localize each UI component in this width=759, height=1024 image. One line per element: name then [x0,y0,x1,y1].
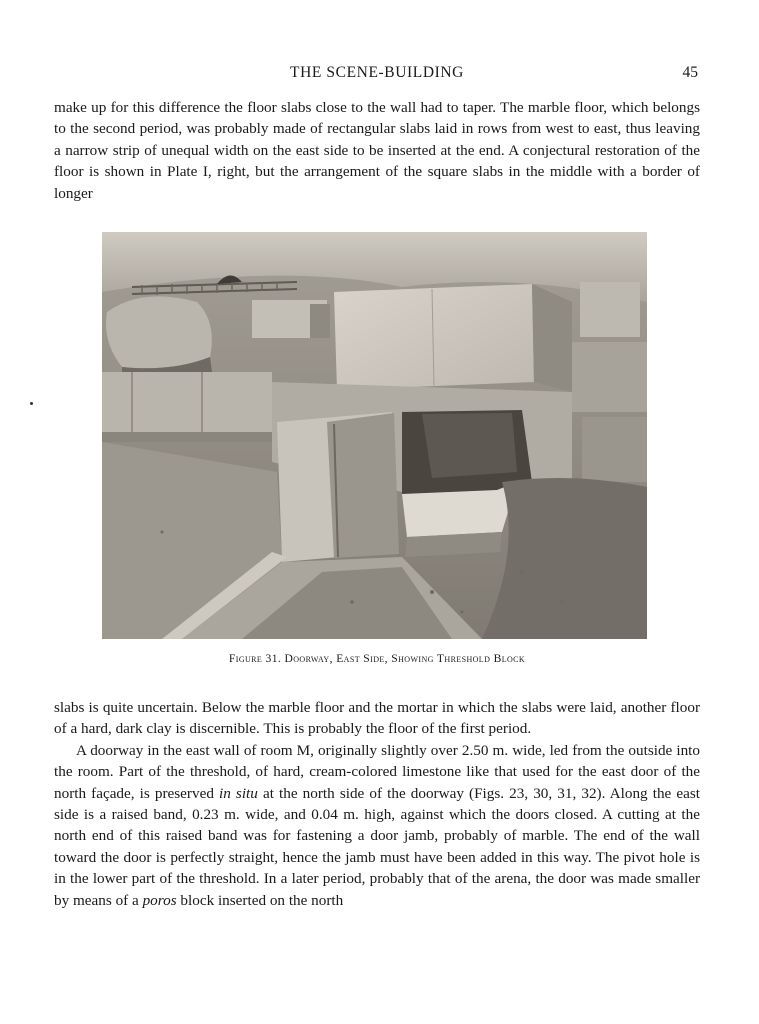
italic-term: poros [142,891,177,909]
stray-ink-mark [30,402,33,405]
paragraph-text-part: A doorway in the east wall of room M, originally slightly over 2.50 m. wide, led from the outside into the room. Part of the threshold, of hard, cream-colored limestone like that used for the east door of the north façade, is preserved [54,741,700,802]
paragraph-text-part: at the north side of the doorway (Figs. 23, 30, 31, 32). Along the east side is a raised band, 0.23 m. wide, and 0.04 m. high, against which the doors closed. A cutting at the north end of this raised band was for fastening a door jamb, probably of marble. The end of the wall toward the door is perfectly straight, hence the jamb must have been added in this way. The pivot hole is in the lower part of the threshold. In a later period, probably that of the arena, the door was made smaller by means of a [54,784,700,909]
page-number: 45 [682,64,698,81]
italic-term: in situ [219,784,258,802]
figure-caption: Figure 31. Doorway, East Side, Showing Threshold Block [228,652,526,665]
paragraph-text: slabs is quite uncertain. Below the marble floor and the mortar in which the slabs were laid, another floor of a hard, dark clay is discernible. This is probably the floor of the first period. [54,699,700,738]
paragraph-text-part: block inserted on the north [176,891,344,909]
running-head [54,64,700,86]
running-title: THE SCENE-BUILDING [290,64,464,81]
body-paragraphs-bottom [54,697,700,911]
figure-photo [102,232,647,639]
body-paragraph-top [54,97,700,204]
paragraph-doorway [54,740,700,911]
paragraph-text: make up for this difference the floor slabs close to the wall had to taper. The marble floor, which belongs to the second period, was probably made of rectangular slabs laid in rows from west to east, thus leaving a narrow strip of unequal width on the east side to be inserted at the end. A conjectural restoration of the floor is shown in Plate I, right, but the arrangement of the square slabs in the middle with a border of longer [54,99,700,202]
doorway-photo-illustration [102,232,647,639]
